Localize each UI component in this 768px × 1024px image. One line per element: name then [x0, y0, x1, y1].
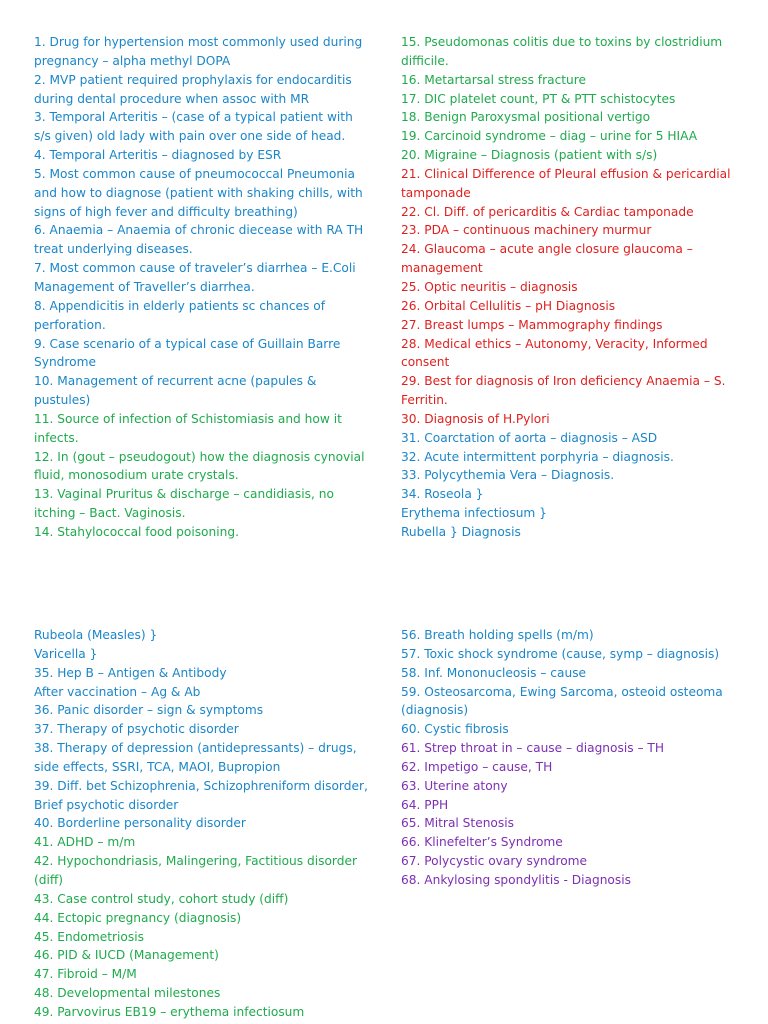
list-line: 59. Osteosarcoma, Ewing Sarcoma, osteoid osteoma	[401, 684, 723, 699]
list-line: 64. PPH	[401, 797, 449, 812]
list-line: (diff)	[34, 872, 64, 887]
list-line: 36. Panic disorder – sign & symptoms	[34, 703, 264, 718]
list-line: 56. Breath holding spells (m/m)	[401, 628, 594, 642]
list-line: 26. Orbital Cellulitis – pH Diagnosis	[401, 298, 616, 313]
list-line: infects.	[34, 430, 79, 445]
list-line: 13. Vaginal Pruritus & discharge – candidiasis, no	[34, 487, 334, 502]
bottom-left-column	[34, 626, 374, 1022]
list-line: 58. Inf. Mononucleosis – cause	[401, 665, 587, 680]
list-line: 42. Hypochondriasis, Malingering, Factitious disorder	[34, 854, 357, 869]
list-line: and how to diagnose (patient with shaking chills, with	[34, 185, 363, 200]
list-line: 37. Therapy of psychotic disorder	[34, 722, 239, 737]
list-line: 34. Roseola }	[401, 487, 484, 502]
list-line: difficile.	[401, 53, 449, 68]
list-line: 61. Strep throat in – cause – diagnosis – TH	[401, 741, 665, 756]
list-line: 49. Parvovirus EB19 – erythema infectiosum	[34, 1004, 305, 1019]
list-line: fluid, monosodium urate crystals.	[34, 468, 239, 483]
list-line: 28. Medical ethics – Autonomy, Veracity, Informed	[401, 336, 708, 351]
list-line: 62. Impetigo – cause, TH	[401, 759, 553, 774]
list-line: (diagnosis)	[401, 703, 469, 718]
list-line: 11. Source of infection of Schistomiasis and how it	[34, 411, 342, 426]
list-line: 60. Cystic fibrosis	[401, 722, 509, 737]
list-line: side effects, SSRI, TCA, MAOI, Bupropion	[34, 759, 281, 774]
list-line: Syndrome	[34, 355, 96, 370]
list-line: tamponade	[401, 185, 471, 200]
list-line: 57. Toxic shock syndrome (cause, symp – diagnosis)	[401, 646, 720, 661]
list-line: 8. Appendicitis in elderly patients sc chances of	[34, 298, 326, 313]
list-line: 25. Optic neuritis – diagnosis	[401, 279, 578, 294]
list-line: 10. Management of recurrent acne (papules &	[34, 374, 317, 389]
list-line: 31. Coarctation of aorta – diagnosis – ASD	[401, 430, 658, 445]
list-line: 24. Glaucoma – acute angle closure glaucoma –	[401, 242, 693, 257]
list-line: 20. Migraine – Diagnosis (patient with s/s)	[401, 148, 658, 163]
list-line: 6. Anaemia – Anaemia of chronic diecease with RA TH	[34, 223, 364, 238]
list-line: pregnancy – alpha methyl DOPA	[34, 53, 231, 68]
list-line: 40. Borderline personality disorder	[34, 816, 246, 831]
list-line: during dental procedure when assoc with MR	[34, 91, 310, 106]
list-line: 63. Uterine atony	[401, 778, 508, 793]
list-line: perforation.	[34, 317, 106, 332]
list-line: consent	[401, 355, 450, 370]
list-line: 30. Diagnosis of H.Pylori	[401, 411, 550, 426]
list-line: 32. Acute intermittent porphyria – diagnosis.	[401, 449, 674, 464]
list-line: 19. Carcinoid syndrome – diag – urine for 5 HIAA	[401, 129, 698, 144]
list-line: 4. Temporal Arteritis – diagnosed by ESR	[34, 148, 282, 163]
list-line: 27. Breast lumps – Mammography findings	[401, 317, 663, 332]
list-line: 38. Therapy of depression (antidepressants) – drugs,	[34, 741, 357, 756]
list-line: 47. Fibroid – M/M	[34, 967, 137, 982]
list-line: 41. ADHD – m/m	[34, 835, 136, 850]
list-line: 29. Best for diagnosis of Iron deficiency Anaemia – S.	[401, 374, 726, 389]
top-right-column	[401, 33, 741, 542]
list-line: 9. Case scenario of a typical case of Guillain Barre	[34, 336, 341, 351]
list-line: signs of high fever and difficulty breathing)	[34, 204, 298, 219]
list-line: Brief psychotic disorder	[34, 797, 179, 812]
bottom-right-column	[401, 626, 741, 890]
list-line: 18. Benign Paroxysmal positional vertigo	[401, 110, 651, 125]
list-line: 16. Metartarsal stress fracture	[401, 72, 587, 87]
list-line: 12. In (gout – pseudogout) how the diagnosis cynovial	[34, 449, 365, 464]
list-line: 45. Endometriosis	[34, 929, 144, 944]
list-line: s/s given) old lady with pain over one side of head.	[34, 129, 346, 144]
list-line: 2. MVP patient required prophylaxis for endocarditis	[34, 72, 352, 87]
list-line: After vaccination – Ag & Ab	[34, 684, 201, 699]
list-line: Erythema infectiosum }	[401, 506, 547, 521]
list-line: 48. Developmental milestones	[34, 986, 221, 1001]
list-line: 3. Temporal Arteritis – (case of a typical patient with	[34, 110, 353, 125]
top-left-column	[34, 33, 374, 542]
list-line: Varicella }	[34, 646, 98, 661]
list-line: 43. Case control study, cohort study (diff)	[34, 891, 289, 906]
list-line: 68. Ankylosing spondylitis - Diagnosis	[401, 872, 631, 887]
list-line: 35. Hep B – Antigen & Antibody	[34, 665, 227, 680]
list-line: itching – Bact. Vaginosis.	[34, 506, 186, 521]
list-line: 15. Pseudomonas colitis due to toxins by clostridium	[401, 35, 723, 49]
list-line: 14. Stahylococcal food poisoning.	[34, 524, 239, 539]
list-line: 22. Cl. Diff. of pericarditis & Cardiac tamponade	[401, 204, 694, 219]
list-line: 7. Most common cause of traveler’s diarrhea – E.Coli	[34, 261, 356, 276]
list-line: Rubeola (Measles) }	[34, 628, 158, 642]
list-line: 17. DIC platelet count, PT & PTT schistocytes	[401, 91, 676, 106]
list-line: 44. Ectopic pregnancy (diagnosis)	[34, 910, 242, 925]
list-line: Rubella } Diagnosis	[401, 524, 521, 539]
list-line: 1. Drug for hypertension most commonly used during	[34, 35, 363, 49]
list-line: 39. Diff. bet Schizophrenia, Schizophreniform disorder,	[34, 778, 368, 793]
list-line: 65. Mitral Stenosis	[401, 816, 514, 831]
list-line: pustules)	[34, 393, 91, 408]
list-line: Ferritin.	[401, 393, 448, 408]
list-line: 67. Polycystic ovary syndrome	[401, 854, 588, 869]
list-line: 46. PID & IUCD (Management)	[34, 948, 219, 963]
list-line: 21. Clinical Difference of Pleural effusion & pericardial	[401, 166, 731, 181]
list-line: Management of Traveller’s diarrhea.	[34, 279, 255, 294]
list-line: 66. Klinefelter’s Syndrome	[401, 835, 563, 850]
list-line: 5. Most common cause of pneumococcal Pneumonia	[34, 166, 355, 181]
list-line: 33. Polycythemia Vera – Diagnosis.	[401, 468, 615, 483]
list-line: 23. PDA – continuous machinery murmur	[401, 223, 652, 238]
list-line: treat underlying diseases.	[34, 242, 193, 257]
list-line: management	[401, 261, 483, 276]
